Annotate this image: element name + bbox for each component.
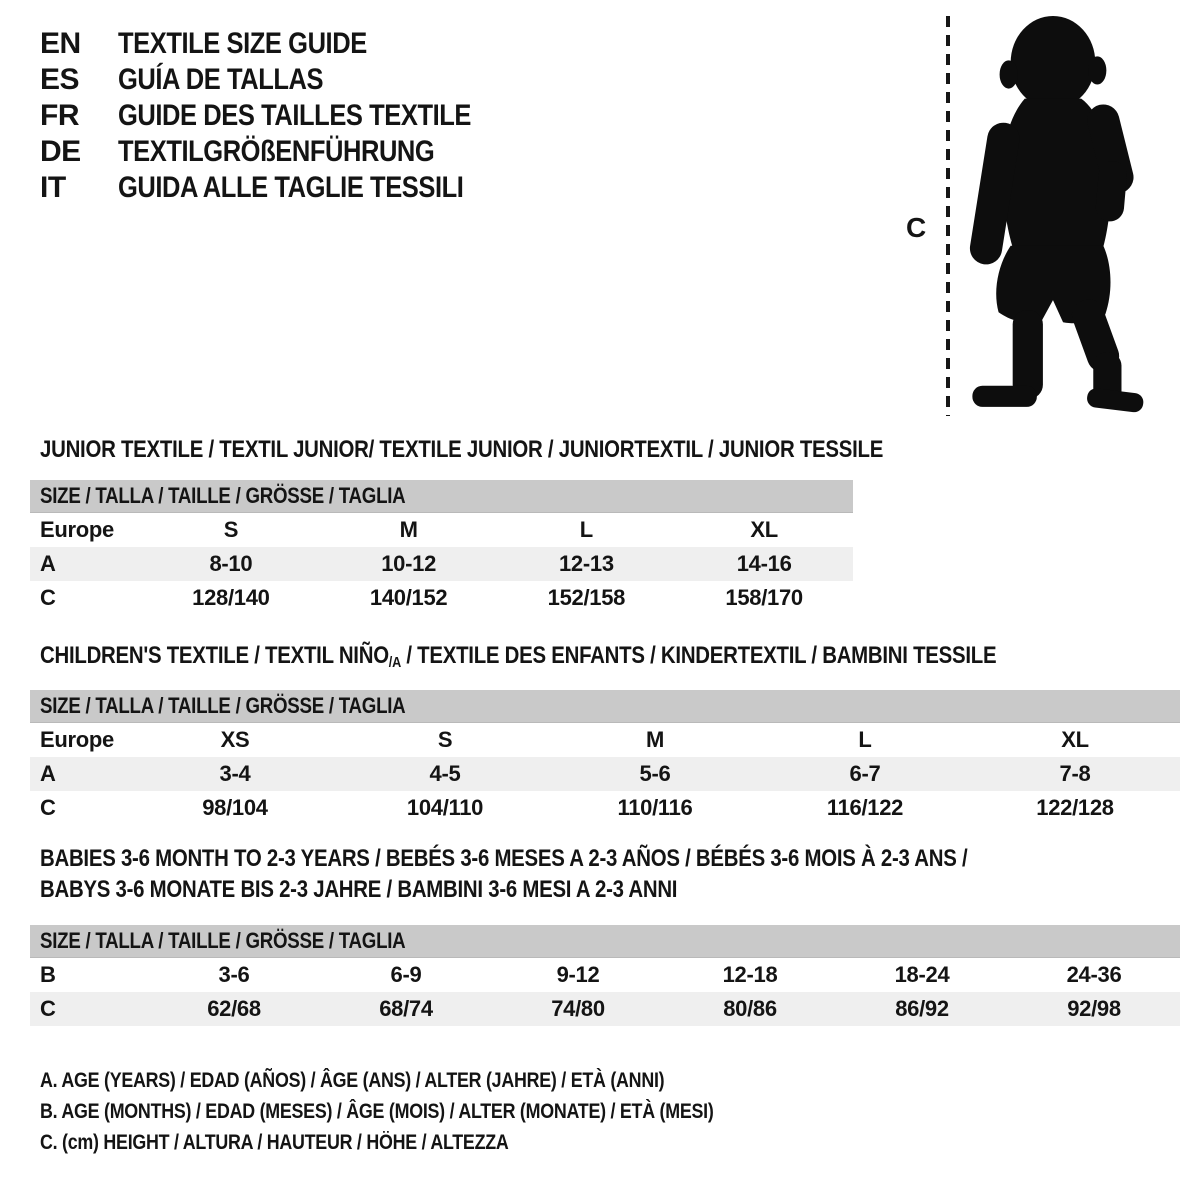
babies-title-line1-text: BABIES 3-6 MONTH TO 2-3 YEARS / BEBÉS 3-6 MESES A 2-3 AÑOS / BÉBÉS 3-6 MOIS À 2-3 ANS / (40, 845, 968, 872)
height-measure-label: C (906, 212, 927, 243)
babies-size-table (30, 925, 1180, 1026)
table-cell: 74/80 (551, 996, 605, 1021)
size-header-text: SIZE / TALLA / TAILLE / GRÖSSE / TAGLIA (40, 483, 406, 508)
row-label: C (40, 585, 56, 610)
junior-section-title (40, 436, 1032, 464)
lang-label: TEXTILE SIZE GUIDE (118, 27, 367, 60)
lang-row-de (40, 135, 533, 171)
babies-title-line1 (40, 843, 1131, 874)
table-cell: M (399, 517, 418, 542)
lang-code: DE (40, 135, 81, 168)
size-header-row (30, 925, 1180, 958)
table-cell: 7-8 (1059, 761, 1091, 786)
table-cell: 12-13 (558, 551, 614, 576)
lang-row-es (40, 63, 533, 99)
lang-row-fr (40, 99, 533, 135)
table-cell: 92/98 (1067, 996, 1121, 1021)
height-measure-dashed-line (946, 16, 950, 416)
row-label: C (40, 996, 56, 1021)
table-cell: 4-5 (429, 761, 461, 786)
legend-line-b (40, 1100, 832, 1131)
children-title-prefix: CHILDREN'S TEXTILE / TEXTIL NIÑO (40, 642, 389, 669)
children-section-title (40, 642, 1165, 671)
table-cell: 80/86 (723, 996, 777, 1021)
table-cell: 3-6 (218, 962, 250, 987)
table-cell: 10-12 (381, 551, 437, 576)
table-row-age-years (30, 547, 853, 581)
lang-label: GUÍA DE TALLAS (118, 63, 324, 96)
table-cell: S (437, 727, 453, 752)
table-cell: 68/74 (379, 996, 433, 1021)
table-cell: 24-36 (1066, 962, 1122, 987)
table-cell: 152/158 (547, 585, 626, 610)
table-cell: 98/104 (202, 795, 268, 820)
size-header-text: SIZE / TALLA / TAILLE / GRÖSSE / TAGLIA (40, 928, 406, 953)
row-label: Europe (40, 727, 114, 752)
lang-row-en (40, 27, 533, 63)
junior-size-table (30, 480, 853, 615)
table-row-age-months (30, 958, 1180, 992)
table-cell: 104/110 (406, 795, 484, 820)
lang-label: GUIDA ALLE TAGLIE TESSILI (118, 171, 464, 204)
table-cell: 62/68 (207, 996, 261, 1021)
children-title-suffix: / TEXTILE DES ENFANTS / KINDERTEXTIL / BAMBINI TESSILE (400, 642, 997, 669)
table-cell: 12-18 (722, 962, 778, 987)
lang-code: IT (40, 171, 66, 204)
lang-label: TEXTILGRÖßENFÜHRUNG (118, 135, 435, 168)
table-cell: 86/92 (895, 996, 949, 1021)
table-cell: L (858, 727, 872, 752)
lang-code: EN (40, 27, 81, 60)
table-cell: 116/122 (826, 795, 904, 820)
table-row-height-cm (30, 791, 1180, 825)
table-cell: 14-16 (736, 551, 792, 576)
table-cell: 110/116 (617, 795, 693, 820)
table-row-age-years (30, 757, 1180, 791)
size-header-text: SIZE / TALLA / TAILLE / GRÖSSE / TAGLIA (40, 693, 406, 718)
children-section-title-text (40, 642, 996, 671)
table-row-europe (30, 723, 1180, 757)
table-cell: L (579, 517, 593, 542)
babies-title-line2-text: BABYS 3-6 MONATE BIS 2-3 JAHRE / BAMBINI 3-6 MESI A 2-3 ANNI (40, 876, 678, 903)
table-cell: 6-9 (390, 962, 422, 987)
lang-code: FR (40, 99, 79, 132)
table-cell: 6-7 (849, 761, 881, 786)
legend-line-c-text: C. (cm) HEIGHT / ALTURA / HAUTEUR / HÖHE / ALTEZZA (40, 1131, 509, 1154)
legend-line-a (40, 1069, 832, 1100)
legend-line-b-text: B. AGE (MONTHS) / EDAD (MESES) / ÂGE (MOIS) / ALTER (MONATE) / ETÀ (MESI) (40, 1100, 714, 1123)
lang-label: GUIDE DES TAILLES TEXTILE (118, 99, 472, 132)
legend-block (40, 1069, 832, 1162)
toddler-silhouette-icon (960, 12, 1152, 420)
table-cell: 140/152 (369, 585, 448, 610)
table-cell: 8-10 (209, 551, 253, 576)
table-cell: 18-24 (894, 962, 950, 987)
table-cell: XL (1061, 727, 1089, 752)
children-size-table (30, 690, 1180, 825)
legend-line-a-text: A. AGE (YEARS) / EDAD (AÑOS) / ÂGE (ANS) / ALTER (JAHRE) / ETÀ (ANNI) (40, 1069, 665, 1092)
table-cell: 158/170 (725, 585, 803, 610)
table-cell: XL (750, 517, 778, 542)
table-cell: S (223, 517, 239, 542)
size-header-row (30, 480, 853, 513)
table-cell: 122/128 (1036, 795, 1114, 820)
babies-section-title (40, 843, 1131, 905)
row-label: A (40, 761, 56, 786)
junior-section-title-text: JUNIOR TEXTILE / TEXTIL JUNIOR/ TEXTILE JUNIOR / JUNIORTEXTIL / JUNIOR TESSILE (40, 436, 884, 463)
table-cell: 3-4 (219, 761, 251, 786)
table-cell: 5-6 (639, 761, 671, 786)
table-cell: M (645, 727, 665, 752)
table-row-height-cm (30, 581, 853, 615)
table-row-height-cm (30, 992, 1180, 1026)
language-title-block (40, 27, 533, 207)
row-label: A (40, 551, 56, 576)
table-cell: XS (220, 727, 250, 752)
table-cell: 9-12 (556, 962, 600, 987)
row-label: C (40, 795, 56, 820)
table-cell: 128/140 (192, 585, 270, 610)
children-title-subscript: /A (388, 655, 401, 672)
size-header-row (30, 690, 1180, 723)
row-label: Europe (40, 517, 114, 542)
lang-row-it (40, 171, 533, 207)
babies-title-line2 (40, 874, 1131, 905)
table-row-europe (30, 513, 853, 547)
legend-line-c (40, 1131, 832, 1162)
lang-code: ES (40, 63, 80, 96)
row-label: B (40, 962, 56, 987)
